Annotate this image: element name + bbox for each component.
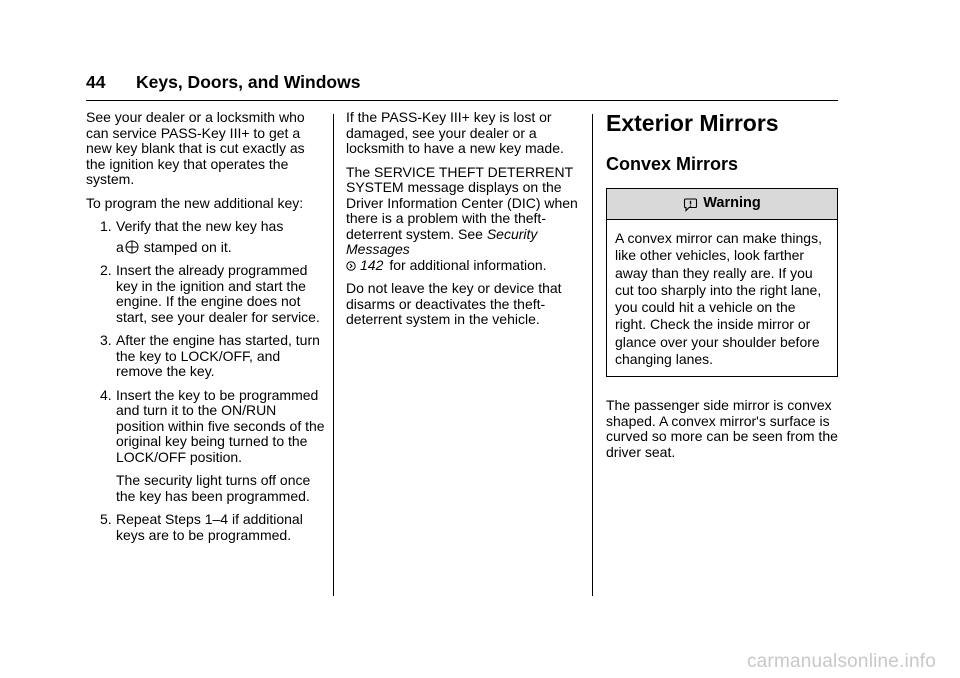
- warning-box: [606, 188, 838, 377]
- watermark: carmanualsonline.info: [746, 651, 936, 672]
- step-number: 1.: [100, 218, 112, 234]
- list-item: [86, 219, 326, 255]
- steps-list: [86, 219, 326, 543]
- column-divider: [333, 114, 334, 596]
- section-heading: Exterior Mirrors: [606, 110, 779, 136]
- list-item: [86, 512, 326, 543]
- step-number: 4.: [100, 386, 112, 403]
- page-number: 44: [86, 72, 106, 92]
- page-reference[interactable]: 142: [360, 256, 384, 273]
- warning-icon: [683, 197, 698, 212]
- convex-description: The passenger side mirror is convex shaped. A convex mirror's surface is curved so more can be seen from the driver seat.: [606, 397, 838, 460]
- list-item: [86, 263, 326, 325]
- subsection-heading: Convex Mirrors: [606, 154, 739, 174]
- cross-reference-link[interactable]: Security Messages: [346, 225, 538, 257]
- warning-title: Warning: [703, 195, 761, 212]
- step-text: After the engine has started, turn the key to LOCK/OFF, and remove the key.: [116, 332, 320, 379]
- program-intro: To program the new additional key:: [86, 194, 304, 211]
- step-text: a: [116, 238, 124, 255]
- column-right: [606, 110, 838, 468]
- column-middle: [346, 110, 582, 336]
- step-text: Verify that the new key has: [116, 218, 284, 234]
- device-paragraph: Do not leave the key or device that disarms or deactivates the theft-deterrent system in the vehicle.: [346, 280, 562, 327]
- step-number: 3.: [100, 332, 112, 348]
- column-divider: [592, 114, 593, 596]
- intro-paragraph: See your dealer or a locksmith who can service PASS-Key III+ to get a new key blank that is cut exactly as the ignition key that operates the system.: [86, 109, 305, 187]
- step-text: stamped on it.: [143, 238, 232, 255]
- lost-key-paragraph: If the PASS-Key III+ key is lost or damaged, see your dealer or a locksmith to have a new key made.: [346, 109, 564, 156]
- step-text: Insert the key to be programmed and turn it to the ON/RUN position within five seconds of the original key being turned to the LOCK/OFF position.: [116, 386, 325, 465]
- chapter-title: Keys, Doors, and Windows: [136, 72, 361, 92]
- page-reference-icon: [346, 261, 356, 271]
- step-number: 5.: [100, 511, 112, 527]
- paragraph-text: The SERVICE THEFT DETERRENT SYSTEM message displays on the Driver Information Center (DIC) when there is a problem with the theft-deterrent system. See: [346, 163, 578, 242]
- warning-text: A convex mirror can make things, like other vehicles, look farther away than they really are. If you cut too sharply into the right lane, you could hit a vehicle on the right. Check the inside mirror or glance over your shoulder before changing lanes.: [615, 230, 822, 368]
- step-text: Insert the already programmed key in the ignition and start the engine. If the engine does not start, see your dealer for service.: [116, 262, 320, 325]
- warning-header: [607, 189, 837, 220]
- step-text: Repeat Steps 1–4 if additional keys are to be programmed.: [116, 511, 303, 543]
- step-number: 2.: [100, 262, 112, 278]
- step-note: The security light turns off once the key has been programmed.: [116, 472, 311, 504]
- column-left: [86, 110, 326, 551]
- paragraph-text: for additional information.: [389, 256, 547, 273]
- list-item: [86, 333, 326, 380]
- page-header: [86, 72, 838, 101]
- circle-plus-icon: [125, 240, 139, 254]
- list-item: [86, 388, 326, 505]
- theft-message-paragraph: [346, 165, 582, 274]
